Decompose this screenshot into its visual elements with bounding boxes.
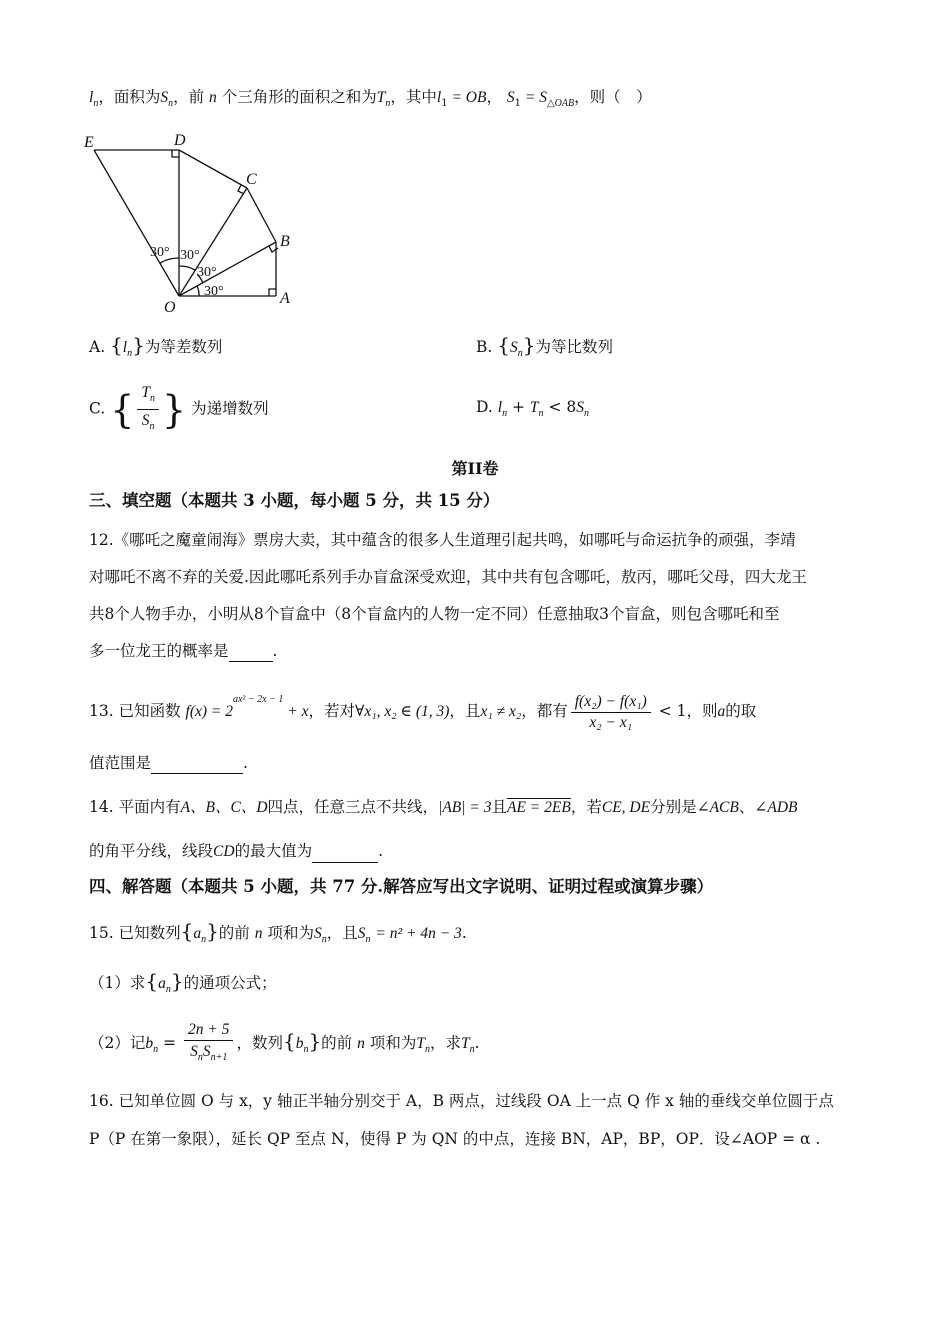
q14-line1: 14. 平面内有A、B、C、D四点，任意三点不共线，|AB| = 3且AE = 2EB，若CE, DE分别是∠ACB、∠ADB xyxy=(89,798,798,816)
q13-answer-blank[interactable] xyxy=(151,773,243,774)
segment-CB xyxy=(247,188,276,242)
label-D: D xyxy=(174,132,186,149)
section4-title: 四、解答题（本题共 5 小题，共 77 分.解答应写出文字说明、证明过程或演算步骤） xyxy=(89,877,714,896)
option-B[interactable]: B. $\{S_n\}$为等比数列 xyxy=(476,333,613,360)
q11-tail-line: $l_n$，面积为$S_n$，前 n 个三角形的面积之和为$T_n$，其中$l_1$ = OB， $S_1 = S_{\triangle OAB}$，则（ ） xyxy=(89,88,652,110)
q12-line2: 对哪吒不离不弃的关爱.因此哪吒系列手办盲盒深受欢迎，其中共有包含哪吒，敖丙，哪吒父母，四大龙王 xyxy=(89,568,807,586)
angle-arc-BOA xyxy=(197,286,199,296)
triangle-spiral-figure xyxy=(80,128,310,318)
q16-line1: 16. 已知单位圆 O 与 x，y 轴正半轴分别交于 A，B 两点，过线段 OA 上一点 Q 作 x 轴的垂线交单位圆于点 xyxy=(89,1092,834,1110)
q12-answer-blank[interactable] xyxy=(229,661,273,662)
option-C[interactable]: C. { $\frac{T_n}{S_n}$ } 为递增数列 xyxy=(89,384,269,433)
label-A: A xyxy=(280,290,290,307)
option-D[interactable]: D. $l_n + T_n < 8S_n$ xyxy=(476,398,589,420)
section3-title: 三、填空题（本题共 3 小题，每小题 5 分，共 15 分） xyxy=(89,491,500,510)
label-E: E xyxy=(84,134,94,151)
right-angle-A xyxy=(269,289,276,296)
segment-DC xyxy=(179,150,247,188)
angle-arc-DOC xyxy=(179,266,195,270)
label-O: O xyxy=(164,299,176,316)
q15-line1: 15. 已知数列$\{a_n\}$的前 n 项和为$S_n$，且$S_n = n^2 + 4n - 3$. xyxy=(89,919,467,946)
q13-line2: 值范围是 . xyxy=(89,754,248,772)
q13-line1: 13. 已知函数 $f(x) = 2^{ax^2 - 2x - 1} + x$，若对∀x₁, x₂ ∈ (1, 3)，且x₁ ≠ x₂，都有 $\frac{\text{f(x₂) − f(x₁)}}{\text{x₂ − x₁}}$ < 1，则a的取 xyxy=(89,692,757,731)
q14-line2: 的角平分线，线段CD的最大值为 . xyxy=(89,840,383,863)
label-C: C xyxy=(246,171,257,188)
angle-label-2: 30° xyxy=(180,248,200,263)
q15-part1: （1）求$\{a_n\}$的通项公式； xyxy=(89,969,277,996)
angle-label-4: 30° xyxy=(204,284,224,299)
angle-label-3: 30° xyxy=(197,265,217,280)
q12-line3: 共8个人物手办，小明从8个盲盒中（8个盲盒内的人物一定不同）任意抽取3个盲盒，则包含哪吒和至 xyxy=(89,605,780,623)
q12-line4: 多一位龙王的概率是 . xyxy=(89,642,278,660)
q15-part2: （2）记$b_n$ = $\frac{2n + 5}{S_nS_{n+1}}$ ，数列$\{b_n\}$的前 n 项和为$T_n$，求$T_n$. xyxy=(89,1020,480,1064)
segment-EO xyxy=(94,150,179,296)
part2-title: 第II卷 xyxy=(451,459,499,478)
option-A[interactable]: A. $\{l_n\}$为等差数列 xyxy=(89,333,223,360)
right-angle-D xyxy=(172,150,179,157)
label-B: B xyxy=(280,233,290,250)
q16-line2: P（P 在第一象限），延长 QP 至点 N，使得 P 为 QN 的中点，连接 BN，AP，BP，OP．设∠AOP = α . xyxy=(89,1130,821,1148)
angle-label-1: 30° xyxy=(150,245,170,260)
q14-answer-blank[interactable] xyxy=(312,862,378,863)
q12-line1: 12.《哪吒之魔童闹海》票房大卖，其中蕴含的很多人生道理引起共鸣，如哪吒与命运抗争的顽强，李靖 xyxy=(89,531,796,549)
